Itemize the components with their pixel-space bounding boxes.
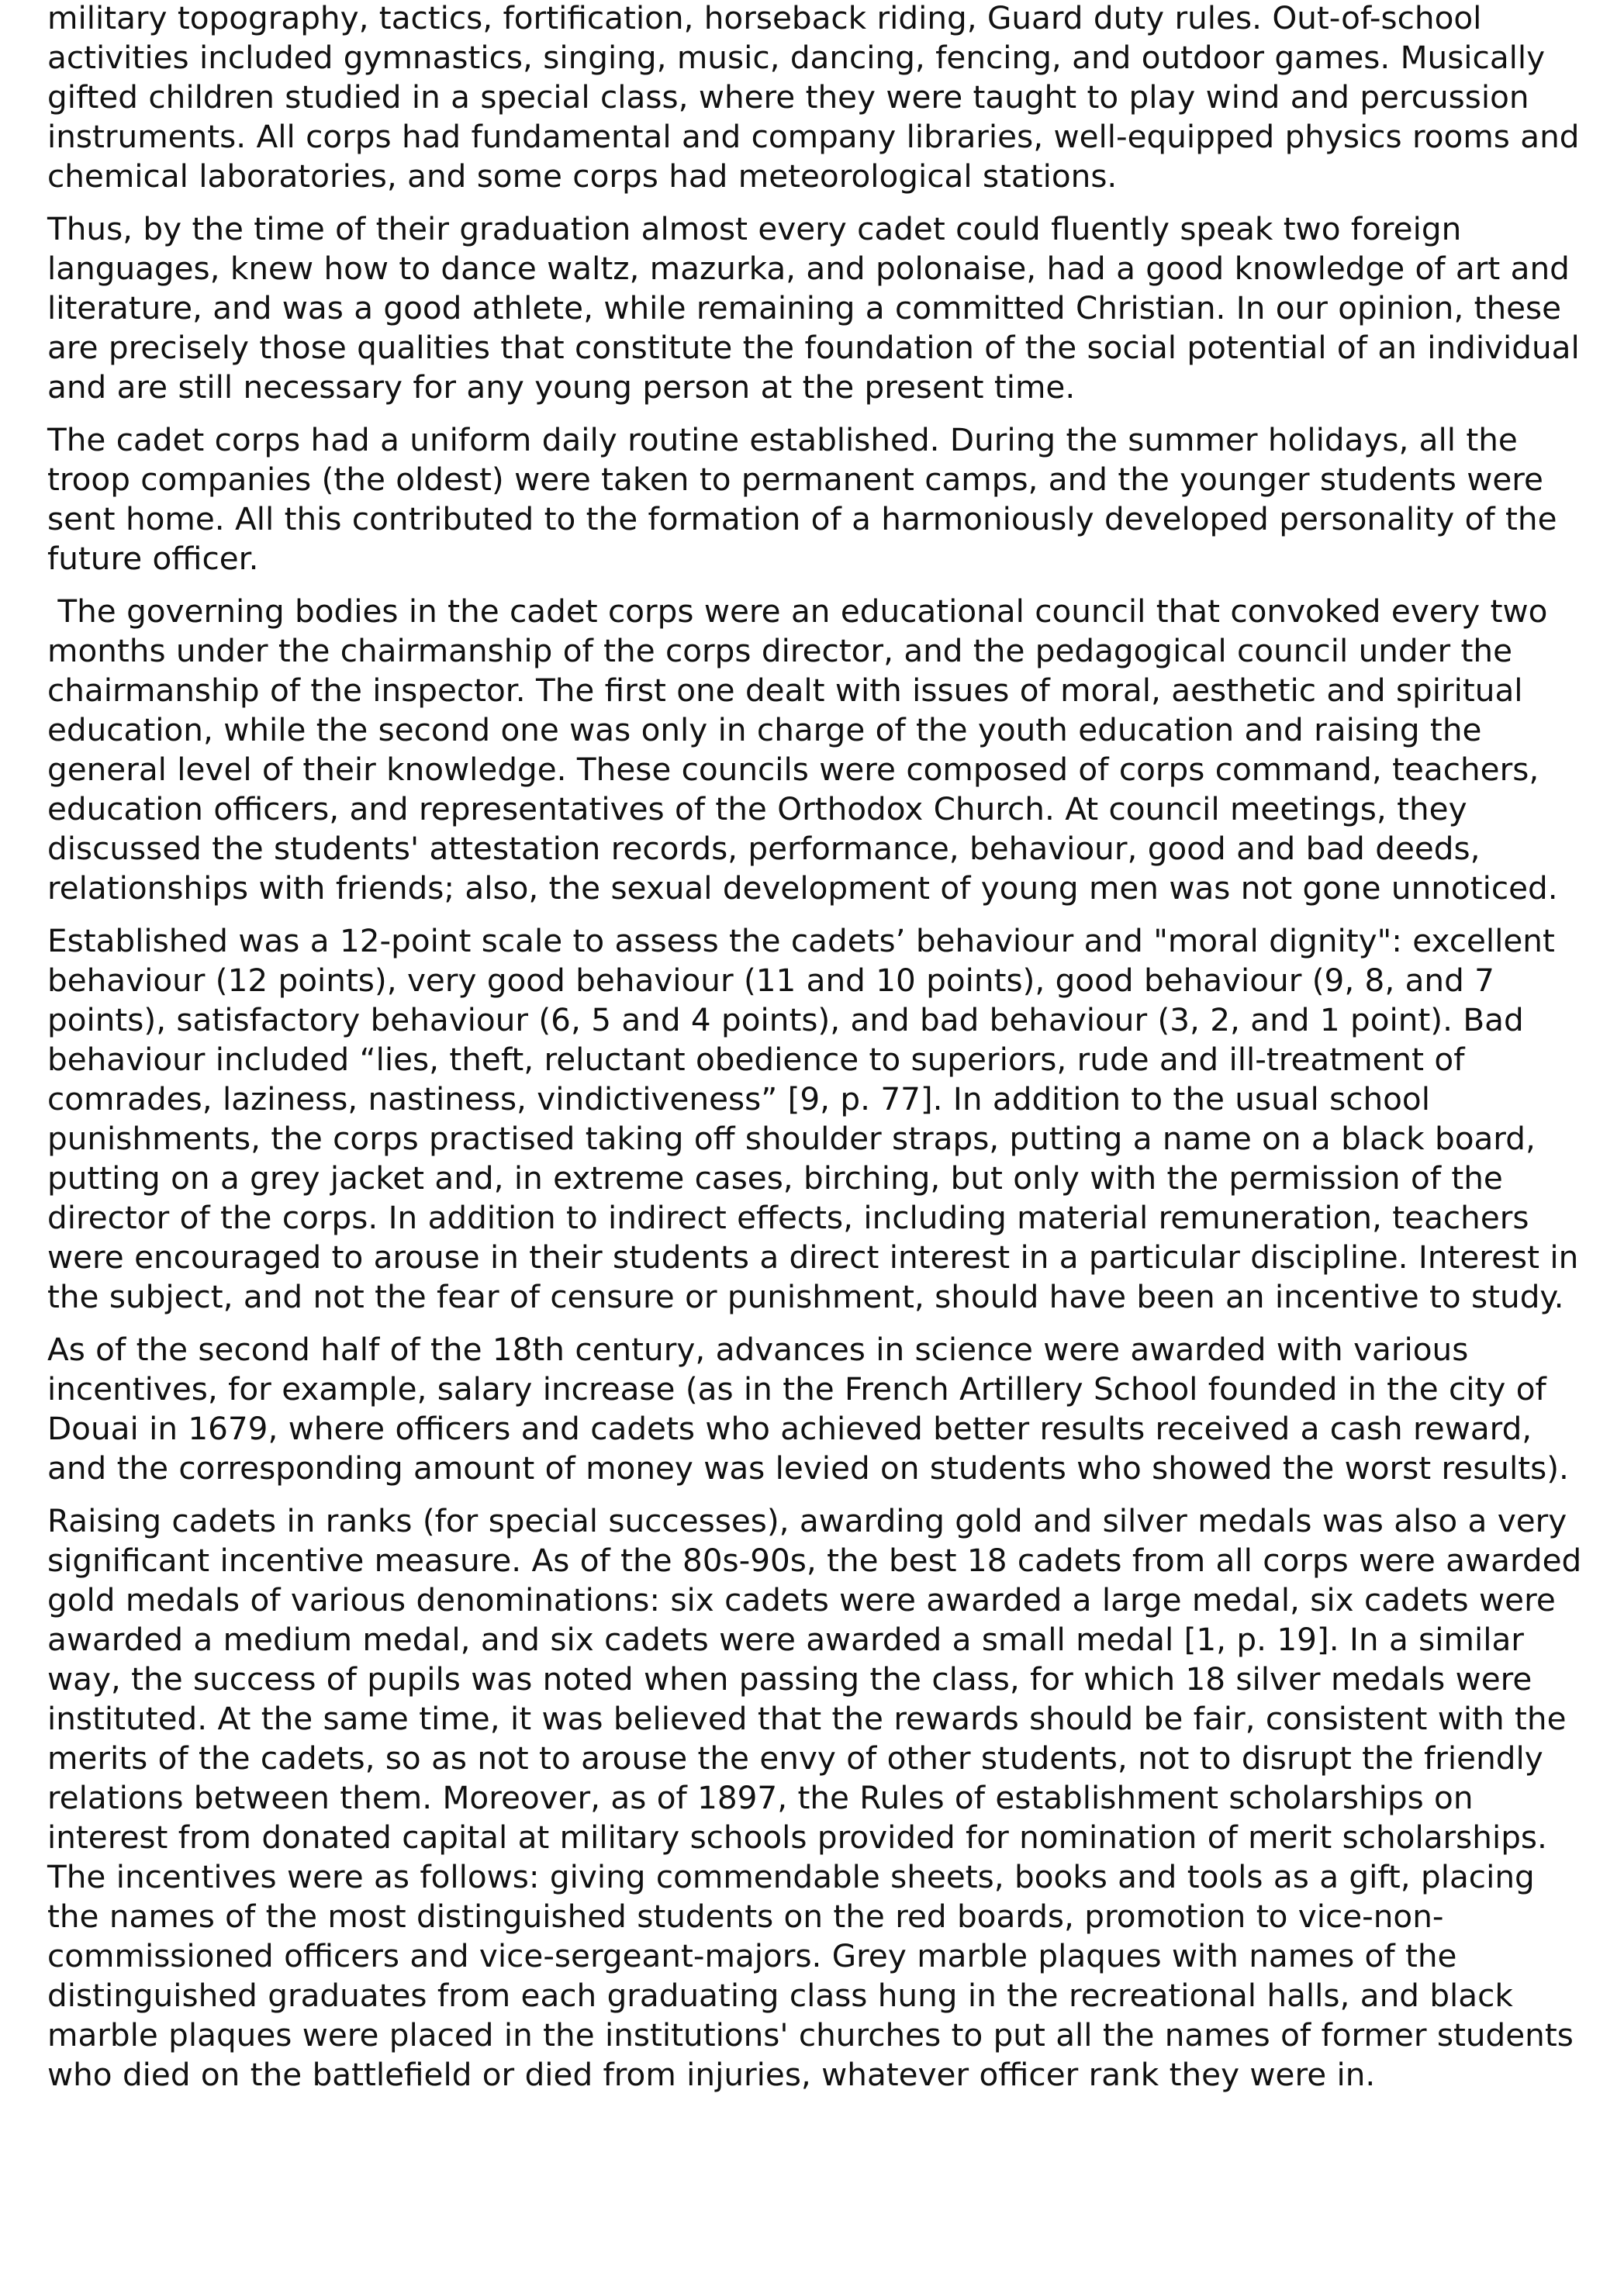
paragraph-daily-routine: The cadet corps had a uniform daily routine established. During the summer holidays, all the troop companies (the oldest) were taken to permanent camps, and the younger students were sent home. All this contributed to the formation of a harmoniously developed personality of the future officer. — [47, 421, 1557, 577]
paragraph-governing-bodies: The governing bodies in the cadet corps were an educational council that convoked every two months under the chairmanship of the corps director, and the pedagogical council under the chairmanship of the inspector. The first one dealt with issues of moral, aesthetic and spiritual education, while the second one was only in charge of the youth education and raising the general level of their knowledge. These councils were composed of corps command, teachers, education officers, and representatives of the Orthodox Church. At council meetings, they discussed the students' attestation records, performance, behaviour, good and bad deeds, relationships with friends; also, the sexual development of young men was not gone unnoticed. — [47, 592, 1558, 907]
paragraph-behaviour-scale: Established was a 12-point scale to assess the cadets’ behaviour and "moral dignity": excellent behaviour (12 points), very good behaviour (11 and 10 points), good behaviour (9, 8, and 7 points), satisfactory behaviour (6, 5 and 4 points), and bad behaviour (3, 2, and 1 point). Bad behaviour included “lies, theft, reluctant obedience to superiors, rude and ill-treatment of comrades, laziness, nastiness, vindictiveness” [9, p. 77]. In addition to the usual school punishments, the corps practised taking off shoulder straps, putting a name on a black board, putting on a grey jacket and, in extreme cases, birching, but only with the permission of the director of the corps. In addition to indirect effects, including material remuneration, teachers were encouraged to arouse in their students a direct interest in a particular discipline. Interest in the subject, and not the fear of censure or punishment, should have been an incentive to study. — [47, 922, 1579, 1315]
paragraph-science-incentives: As of the second half of the 18th century, advances in science were awarded with various incentives, for example, salary increase (as in the French Artillery School founded in the city of Douai in 1679, where officers and cadets who achieved better results received a cash reward, and the corresponding amount of money was levied on students who showed the worst results). — [47, 1331, 1569, 1487]
document-body — [47, 0, 1591, 2108]
paragraph-curriculum: military topography, tactics, fortification, horseback riding, Guard duty rules. Out-of-school activities included gymnastics, singing, music, dancing, fencing, and outdoor games. Musically gifted children studied in a special class, where they were taught to play wind and percussion instruments. All corps had fundamental and company libraries, well-equipped physics rooms and chemical laboratories, and some corps had meteorological stations. — [47, 0, 1580, 195]
paragraph-medals-rewards: Raising cadets in ranks (for special successes), awarding gold and silver medals was also a very significant incentive measure. As of the 80s-90s, the best 18 cadets from all corps were awarded gold medals of various denominations: six cadets were awarded a large medal, six cadets were awarded a medium medal, and six cadets were awarded a small medal [1, p. 19]. In a similar way, the success of pupils was noted when passing the class, for which 18 silver medals were instituted. At the same time, it was believed that the rewards should be fair, consistent with the merits of the cadets, so as not to arouse the envy of other students, not to disrupt the friendly relations between them. Moreover, as of 1897, the Rules of establishment scholarships on interest from donated capital at military schools provided for nomination of merit scholarships. The incentives were as follows: giving commendable sheets, books and tools as a gift, placing the names of the most distinguished students on the red boards, promotion to vice-non-commissioned officers and vice-sergeant-majors. Grey marble plaques with names of the distinguished graduates from each graduating class hung in the recreational halls, and black marble plaques were placed in the institutions' churches to put all the names of former students who died on the battlefield or died from injuries, whatever officer rank they were in. — [47, 1502, 1582, 2093]
paragraph-graduation-qualities: Thus, by the time of their graduation almost every cadet could fluently speak two foreign languages, knew how to dance waltz, mazurka, and polonaise, had a good knowledge of art and literature, and was a good athlete, while remaining a committed Christian. In our opinion, these are precisely those qualities that constitute the foundation of the social potential of an individual and are still necessary for any young person at the present time. — [47, 210, 1580, 406]
